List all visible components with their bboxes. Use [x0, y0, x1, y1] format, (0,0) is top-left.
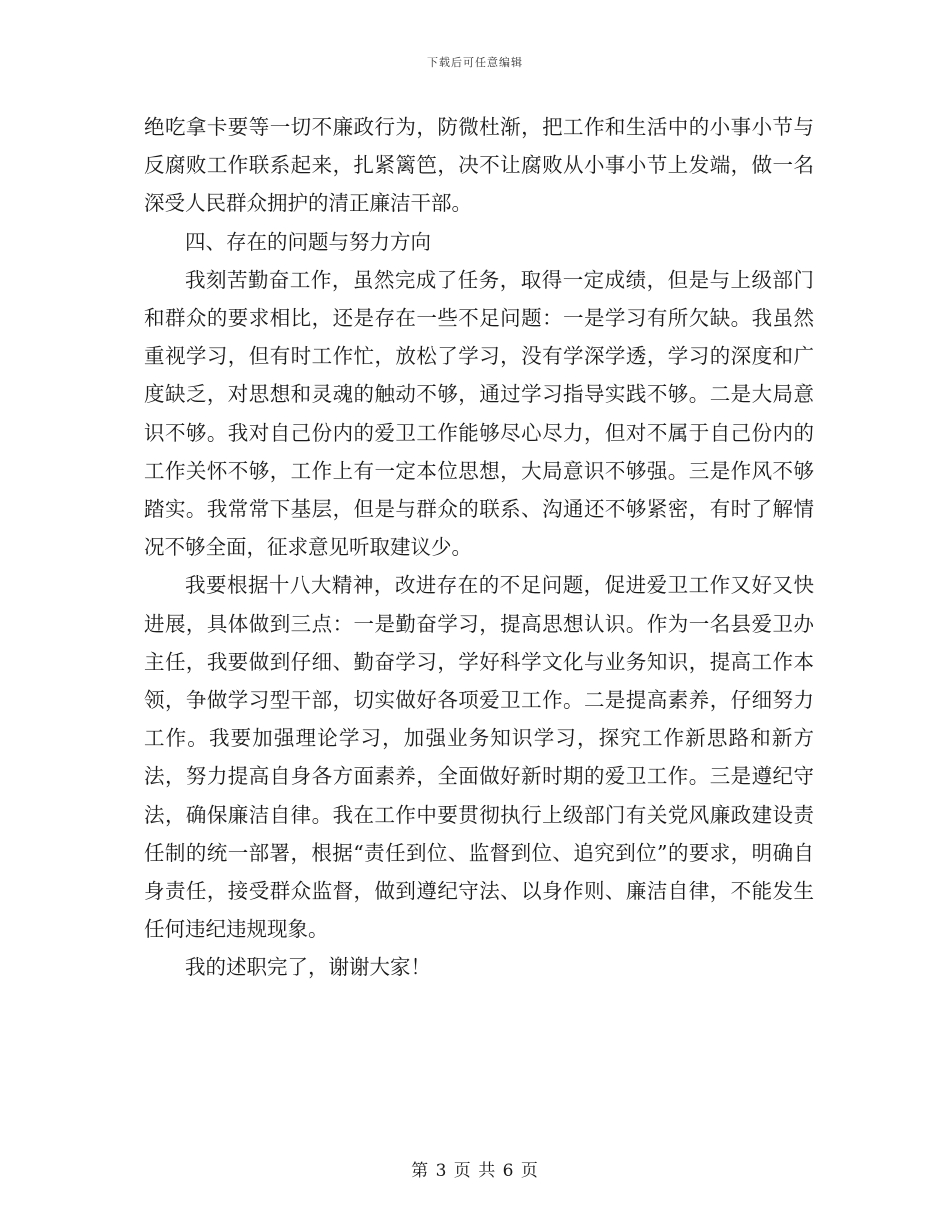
page-header: 下载后可任意编辑 — [427, 56, 523, 69]
paragraph-closing: 我的述职完了，谢谢大家！ — [185, 955, 431, 980]
section-heading: 四、存在的问题与努力方向 — [185, 229, 431, 254]
paragraph-continuation: 绝吃拿卡要等一切不廉政行为，防微杜渐，把工作和生活中的小事小节与反腐败工作联系起来，扎紧篱笆，决不让腐败从小事小节上发端，做一名深受人民群众拥护的清正廉洁干部。 — [144, 115, 814, 216]
document-body — [144, 108, 814, 987]
page-number: 第 3 页 共 6 页 — [411, 1161, 539, 1181]
paragraph-improvements: 我要根据十八大精神，改进存在的不足问题，促进爱卫工作又好又快进展，具体做到三点：一是勤奋学习，提高思想认识。作为一名县爱卫办主任，我要做到仔细、勤奋学习，学好科学文化与业务知识，提高工作本领，争做学习型干部，切实做好各项爱卫工作。二是提高素养，仔细努力工作。我要加强理论学习，加强业务知识学习，探究工作新思路和新方法，努力提高自身各方面素养，全面做好新时期的爱卫工作。三是遵纪守法，确保廉洁自律。我在工作中要贯彻执行上级部门有关党风廉政建设责任制的统一部署，根据“责任到位、监督到位、追究到位”的要求，明确自身责任，接受群众监督，做到遵纪守法、以身作则、廉洁自律，不能发生任何违纪违规现象。 — [144, 573, 814, 942]
paragraph-problems: 我刻苦勤奋工作，虽然完成了任务，取得一定成绩，但是与上级部门和群众的要求相比，还是存在一些不足问题：一是学习有所欠缺。我虽然重视学习，但有时工作忙，放松了学习，没有学深学透，学习的深度和广度缺乏，对思想和灵魂的触动不够，通过学习指导实践不够。二是大局意识不够。我对自己份内的爱卫工作能够尽心尽力，但对不属于自己份内的工作关怀不够，工作上有一定本位思想，大局意识不够强。三是作风不够踏实。我常常下基层，但是与群众的联系、沟通还不够紧密，有时了解情况不够全面，征求意见听取建议少。 — [144, 267, 814, 560]
